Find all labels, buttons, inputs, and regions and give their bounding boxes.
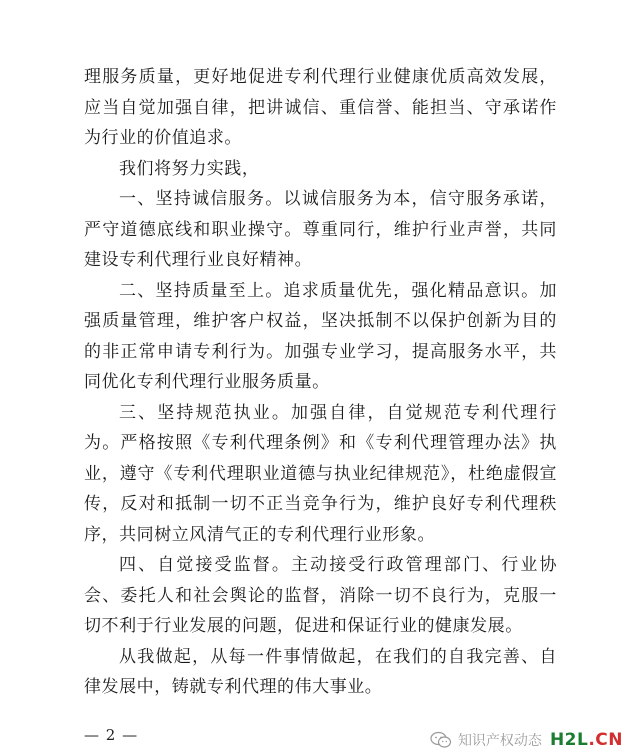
h2l-logo: [548, 730, 625, 750]
paragraph-intro: 我们将努力实践，: [119, 158, 260, 179]
logo-accent-text: .CN: [588, 730, 623, 750]
page-number: — 2 —: [84, 726, 139, 744]
logo-main-text: H2L: [549, 730, 589, 750]
document-body: [84, 62, 557, 703]
paragraph-closing: 从我做起，从每一件事情做起，在我们的自我完善、自律发展中，铸就专利代理的伟大事业。: [84, 646, 557, 697]
watermark-account-name: 知识产权动态: [457, 733, 542, 749]
paragraph-item-3-standard-practice: 三、坚持规范执业。加强自律，自觉规范专利代理行为。严格按照《专利代理条例》和《专利代理管理办法》执业，遵守《专利代理职业道德与执业纪律规范》，杜绝虚假宣传，反对和抵制一切不正当竞争行为，维护良好专利代理秩序，共同树立风清气正的专利代理行业形象。: [84, 402, 557, 545]
paragraph-continuation: 理服务质量，更好地促进专利代理行业健康优质高效发展，应当自觉加强自律，把讲诚信、重信誉、能担当、守承诺作为行业的价值追求。: [84, 67, 557, 148]
paragraph-item-4-supervision: 四、自觉接受监督。主动接受行政管理部门、行业协会、委托人和社会舆论的监督，消除一切不良行为，克服一切不利于行业发展的问题，促进和保证行业的健康发展。: [84, 555, 557, 636]
watermark: [430, 730, 625, 750]
paragraph-item-2-quality: 二、坚持质量至上。追求质量优先，强化精品意识。加强质量管理，维护客户权益，坚决抵制不以保护创新为目的的非正常申请专利行为。加强专业学习，提高服务水平，共同优化专利代理行业服务质量。: [84, 280, 557, 392]
paragraph-item-1-integrity: 一、坚持诚信服务。以诚信服务为本，信守服务承诺，严守道德底线和职业操守。尊重同行，维护行业声誉，共同建设专利代理行业良好精神。: [84, 189, 557, 270]
wechat-icon: [430, 731, 452, 749]
